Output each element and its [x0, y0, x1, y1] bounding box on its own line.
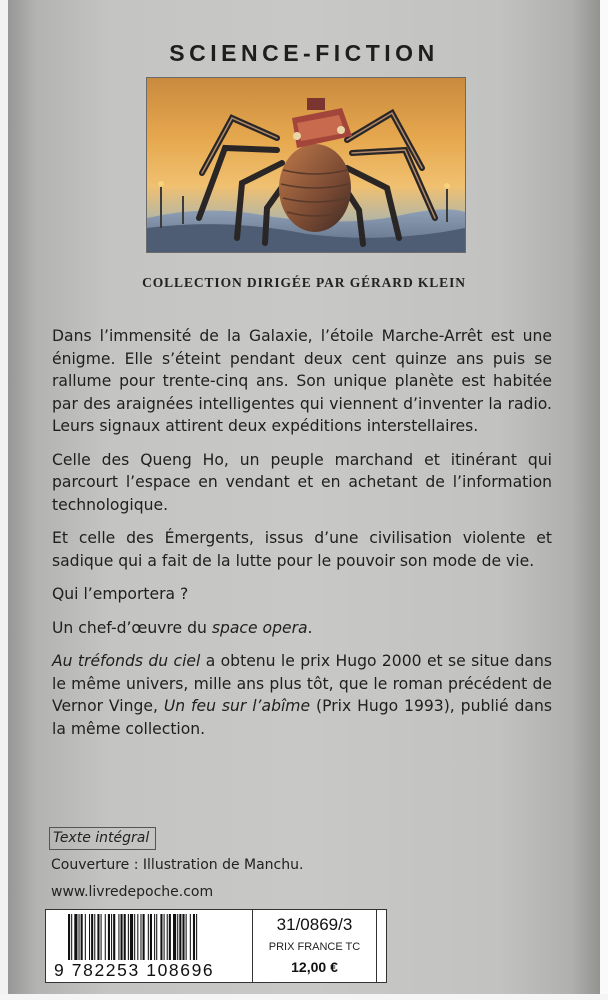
price-value: 12,00 € — [291, 959, 338, 975]
blurb-paragraph-1: Dans l’immensité de la Galaxie, l’étoile Marche-Arrêt est une énigme. Elle s’éteint pendant deux cent quinze ans puis se rallume pour trente-cinq ans. Son unique planète est habitée par des araignées intelligentes qui viennent d’inventer la radio. Leurs signaux attirent deux expéditions interstellaires. — [52, 327, 552, 435]
page-left-edge — [0, 0, 8, 1000]
blurb-p5-genre: space opera — [211, 618, 308, 637]
blurb-p6-text: a obtenu le prix Hugo 2000 et se situe dans le même univers, mille ans plus tôt, que le roman précédent de Vernor Vinge, — [52, 652, 552, 715]
series-title: SCIENCE-FICTION — [169, 40, 439, 66]
collection-director-line: COLLECTION DIRIGÉE PAR GÉRARD KLEIN — [142, 275, 466, 290]
back-cover-blurb — [52, 325, 552, 751]
page-bottom-edge — [0, 994, 608, 1000]
blurb-p6-end: (Prix Hugo 1993), publié dans la même collection. — [52, 697, 552, 738]
blurb-paragraph-5 — [52, 617, 552, 640]
blurb-p5-text: Un chef-d’œuvre du — [52, 618, 212, 637]
page-right-edge — [600, 0, 608, 1000]
isbn-digits: 9 782253 108696 — [54, 960, 215, 980]
blurb-p5-end: . — [307, 618, 313, 637]
blurb-paragraph-2: Celle des Queng Ho, un peuple marchand et itinérant qui parcourt l’espace en vendant et en achetant de l’information technologique. — [52, 450, 552, 514]
price-label: PRIX FRANCE TC — [268, 941, 361, 953]
cover-illustration — [146, 77, 466, 253]
blurb-paragraph-4: Qui l’emportera ? — [52, 585, 189, 603]
integral-text-badge: Texte intégral — [49, 827, 156, 850]
publisher-website: www.livredepoche.com — [51, 884, 214, 900]
blurb-paragraph-3: Et celle des Émergents, issus d’une civilisation violente et sadique qui a fait de la lutte pour le pouvoir son mode de vie. — [52, 529, 552, 570]
blurb-previous-book-title: Un feu sur l’abîme — [163, 697, 311, 715]
price-panel — [252, 909, 377, 983]
blurb-book-title: Au tréfonds du ciel — [52, 652, 201, 670]
catalog-code: 31/0869/3 — [276, 915, 353, 934]
blurb-paragraph-6 — [52, 650, 552, 740]
cover-credit: Couverture : Illustration de Manchu. — [51, 857, 304, 873]
barcode-icon — [68, 914, 248, 960]
